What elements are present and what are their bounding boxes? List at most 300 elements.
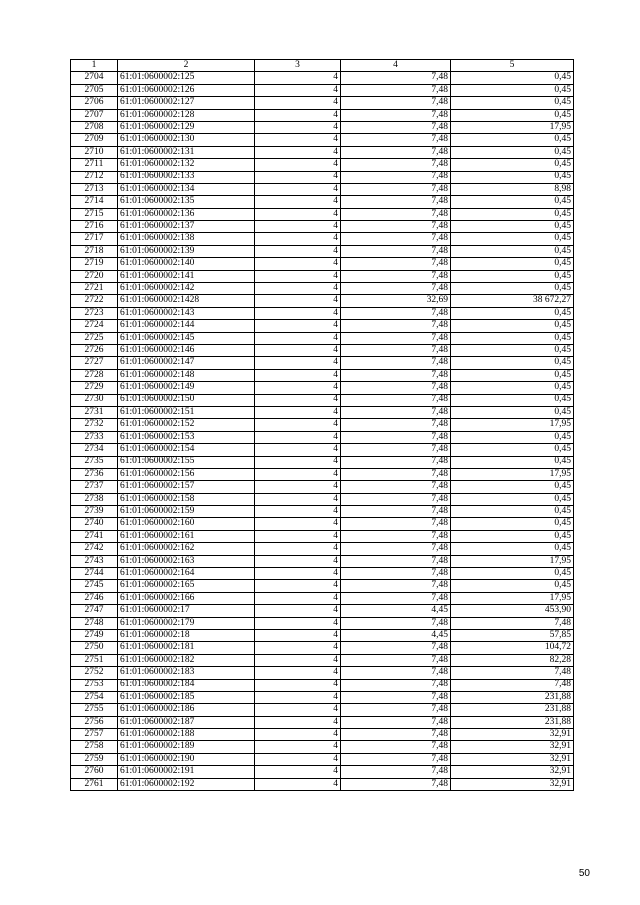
table-row [71,468,574,480]
value-cell: 7,48 [341,741,451,753]
table-row [71,741,574,753]
table-row [71,753,574,765]
cadastral-number-cell: 61:01:0600002:179 [118,617,255,629]
cadastral-number-cell: 61:01:0600002:191 [118,766,255,778]
amount-cell: 0,45 [451,332,574,344]
table-row [71,691,574,703]
row-number-cell: 2756 [71,716,118,728]
value-cell: 7,48 [341,468,451,480]
amount-cell: 231,88 [451,691,574,703]
row-number-cell: 2735 [71,456,118,468]
table-row [71,221,574,233]
row-number-cell: 2749 [71,629,118,641]
cadastral-number-cell: 61:01:0600002:130 [118,134,255,146]
table-row [71,716,574,728]
row-number-cell: 2760 [71,766,118,778]
value-cell: 7,48 [341,233,451,245]
table-row [71,778,574,790]
cadastral-number-cell: 61:01:0600002:165 [118,580,255,592]
value-cell: 7,48 [341,766,451,778]
value-cell: 7,48 [341,221,451,233]
table-row [71,84,574,96]
cadastral-number-cell: 61:01:0600002:188 [118,729,255,741]
cadastral-number-cell: 61:01:0600002:155 [118,456,255,468]
category-cell: 4 [255,121,341,133]
table-row [71,481,574,493]
category-cell: 4 [255,518,341,530]
registry-table [70,59,574,791]
amount-cell: 0,45 [451,97,574,109]
amount-cell: 0,45 [451,406,574,418]
category-cell: 4 [255,208,341,220]
value-cell: 7,48 [341,419,451,431]
cadastral-number-cell: 61:01:0600002:149 [118,382,255,394]
category-cell: 4 [255,344,341,356]
category-cell: 4 [255,679,341,691]
row-number-cell: 2724 [71,320,118,332]
value-cell: 7,48 [341,208,451,220]
cadastral-number-cell: 61:01:0600002:158 [118,493,255,505]
row-number-cell: 2738 [71,493,118,505]
value-cell: 7,48 [341,258,451,270]
table-row [71,295,574,307]
cadastral-number-cell: 61:01:0600002:18 [118,629,255,641]
cadastral-number-cell: 61:01:0600002:147 [118,357,255,369]
row-number-cell: 2710 [71,146,118,158]
amount-cell: 7,48 [451,667,574,679]
category-cell: 4 [255,704,341,716]
category-cell: 4 [255,592,341,604]
table-row [71,159,574,171]
value-cell: 7,48 [341,357,451,369]
category-cell: 4 [255,444,341,456]
value-cell: 7,48 [341,134,451,146]
category-cell: 4 [255,629,341,641]
value-cell: 7,48 [341,307,451,319]
category-cell: 4 [255,543,341,555]
row-number-cell: 2744 [71,568,118,580]
amount-cell: 0,45 [451,159,574,171]
cadastral-number-cell: 61:01:0600002:186 [118,704,255,716]
value-cell: 7,48 [341,171,451,183]
table-row [71,506,574,518]
amount-cell: 0,45 [451,568,574,580]
value-cell: 7,48 [341,382,451,394]
row-number-cell: 2711 [71,159,118,171]
table-row [71,530,574,542]
table-row [71,394,574,406]
category-cell: 4 [255,369,341,381]
row-number-cell: 2742 [71,543,118,555]
value-cell: 7,48 [341,642,451,654]
amount-cell: 231,88 [451,716,574,728]
table-row [71,245,574,257]
table-row [71,419,574,431]
amount-cell: 17,95 [451,555,574,567]
amount-cell: 0,45 [451,196,574,208]
row-number-cell: 2733 [71,431,118,443]
table-row [71,431,574,443]
table-row [71,258,574,270]
cadastral-number-cell: 61:01:0600002:152 [118,419,255,431]
amount-cell: 0,45 [451,208,574,220]
value-cell: 7,48 [341,121,451,133]
row-number-cell: 2717 [71,233,118,245]
cadastral-number-cell: 61:01:0600002:133 [118,171,255,183]
cadastral-number-cell: 61:01:0600002:142 [118,283,255,295]
amount-cell: 0,45 [451,84,574,96]
cadastral-number-cell: 61:01:0600002:143 [118,307,255,319]
row-number-cell: 2734 [71,444,118,456]
table-row [71,171,574,183]
table-row [71,406,574,418]
value-cell: 7,48 [341,716,451,728]
category-cell: 4 [255,146,341,158]
table-row [71,344,574,356]
category-cell: 4 [255,568,341,580]
row-number-cell: 2730 [71,394,118,406]
row-number-cell: 2715 [71,208,118,220]
row-number-cell: 2718 [71,245,118,257]
row-number-cell: 2739 [71,506,118,518]
category-cell: 4 [255,109,341,121]
value-cell: 7,48 [341,592,451,604]
value-cell: 7,48 [341,518,451,530]
amount-cell: 38 672,27 [451,295,574,307]
table-row [71,183,574,195]
cadastral-number-cell: 61:01:0600002:148 [118,369,255,381]
table-row [71,283,574,295]
amount-cell: 0,45 [451,233,574,245]
value-cell: 7,48 [341,84,451,96]
row-number-cell: 2719 [71,258,118,270]
row-number-cell: 2712 [71,171,118,183]
table-row [71,146,574,158]
page-number: 50 [578,868,590,879]
table-row [71,357,574,369]
row-number-cell: 2757 [71,729,118,741]
row-number-cell: 2751 [71,654,118,666]
row-number-cell: 2722 [71,295,118,307]
row-number-cell: 2758 [71,741,118,753]
amount-cell: 0,45 [451,320,574,332]
amount-cell: 0,45 [451,369,574,381]
category-cell: 4 [255,258,341,270]
category-cell: 4 [255,270,341,282]
header-col-5: 5 [451,60,574,72]
amount-cell: 17,95 [451,121,574,133]
table-row [71,679,574,691]
row-number-cell: 2713 [71,183,118,195]
value-cell: 7,48 [341,97,451,109]
cadastral-number-cell: 61:01:0600002:187 [118,716,255,728]
category-cell: 4 [255,233,341,245]
category-cell: 4 [255,642,341,654]
row-number-cell: 2741 [71,530,118,542]
table-row [71,518,574,530]
value-cell: 7,48 [341,729,451,741]
table-row [71,493,574,505]
table-row [71,307,574,319]
cadastral-number-cell: 61:01:0600002:140 [118,258,255,270]
cadastral-number-cell: 61:01:0600002:164 [118,568,255,580]
value-cell: 7,48 [341,146,451,158]
amount-cell: 453,90 [451,605,574,617]
category-cell: 4 [255,307,341,319]
row-number-cell: 2705 [71,84,118,96]
amount-cell: 0,45 [451,245,574,257]
row-number-cell: 2714 [71,196,118,208]
table-row [71,121,574,133]
amount-cell: 7,48 [451,617,574,629]
value-cell: 7,48 [341,753,451,765]
row-number-cell: 2708 [71,121,118,133]
cadastral-number-cell: 61:01:0600002:129 [118,121,255,133]
table-row [71,568,574,580]
cadastral-number-cell: 61:01:0600002:132 [118,159,255,171]
value-cell: 7,48 [341,344,451,356]
table-row [71,555,574,567]
header-col-3: 3 [255,60,341,72]
row-number-cell: 2755 [71,704,118,716]
amount-cell: 0,45 [451,171,574,183]
table-row [71,592,574,604]
cadastral-number-cell: 61:01:0600002:160 [118,518,255,530]
value-cell: 7,48 [341,369,451,381]
amount-cell: 0,45 [451,134,574,146]
amount-cell: 0,45 [451,344,574,356]
table-row [71,766,574,778]
value-cell: 4,45 [341,605,451,617]
row-number-cell: 2721 [71,283,118,295]
value-cell: 7,48 [341,530,451,542]
row-number-cell: 2716 [71,221,118,233]
value-cell: 7,48 [341,580,451,592]
value-cell: 7,48 [341,654,451,666]
value-cell: 7,48 [341,270,451,282]
amount-cell: 57,85 [451,629,574,641]
cadastral-number-cell: 61:01:0600002:134 [118,183,255,195]
category-cell: 4 [255,766,341,778]
cadastral-number-cell: 61:01:0600002:183 [118,667,255,679]
table-row [71,382,574,394]
header-col-4: 4 [341,60,451,72]
cadastral-number-cell: 61:01:0600002:146 [118,344,255,356]
row-number-cell: 2750 [71,642,118,654]
row-number-cell: 2723 [71,307,118,319]
table-row [71,729,574,741]
table-row [71,704,574,716]
amount-cell: 0,45 [451,221,574,233]
amount-cell: 231,88 [451,704,574,716]
value-cell: 7,48 [341,778,451,790]
value-cell: 7,48 [341,704,451,716]
value-cell: 7,48 [341,506,451,518]
table-row [71,456,574,468]
row-number-cell: 2754 [71,691,118,703]
amount-cell: 0,45 [451,270,574,282]
amount-cell: 0,45 [451,431,574,443]
value-cell: 32,69 [341,295,451,307]
amount-cell: 32,91 [451,741,574,753]
row-number-cell: 2740 [71,518,118,530]
amount-cell: 0,45 [451,456,574,468]
table-row [71,605,574,617]
table-row [71,320,574,332]
row-number-cell: 2748 [71,617,118,629]
header-row [71,60,574,72]
cadastral-number-cell: 61:01:0600002:181 [118,642,255,654]
cadastral-number-cell: 61:01:0600002:128 [118,109,255,121]
value-cell: 7,48 [341,283,451,295]
row-number-cell: 2707 [71,109,118,121]
row-number-cell: 2728 [71,369,118,381]
category-cell: 4 [255,134,341,146]
cadastral-number-cell: 61:01:0600002:192 [118,778,255,790]
amount-cell: 32,91 [451,778,574,790]
amount-cell: 82,28 [451,654,574,666]
cadastral-number-cell: 61:01:0600002:182 [118,654,255,666]
category-cell: 4 [255,493,341,505]
category-cell: 4 [255,382,341,394]
cadastral-number-cell: 61:01:0600002:150 [118,394,255,406]
category-cell: 4 [255,481,341,493]
row-number-cell: 2747 [71,605,118,617]
value-cell: 7,48 [341,431,451,443]
value-cell: 7,48 [341,183,451,195]
cadastral-number-cell: 61:01:0600002:184 [118,679,255,691]
cadastral-number-cell: 61:01:0600002:163 [118,555,255,567]
table-row [71,208,574,220]
cadastral-number-cell: 61:01:0600002:166 [118,592,255,604]
row-number-cell: 2745 [71,580,118,592]
table-row [71,654,574,666]
category-cell: 4 [255,741,341,753]
cadastral-number-cell: 61:01:0600002:126 [118,84,255,96]
category-cell: 4 [255,468,341,480]
table-row [71,196,574,208]
cadastral-number-cell: 61:01:0600002:153 [118,431,255,443]
category-cell: 4 [255,456,341,468]
table-row [71,134,574,146]
table-header [71,60,574,72]
cadastral-number-cell: 61:01:0600002:137 [118,221,255,233]
category-cell: 4 [255,97,341,109]
row-number-cell: 2736 [71,468,118,480]
category-cell: 4 [255,159,341,171]
category-cell: 4 [255,778,341,790]
amount-cell: 0,45 [451,543,574,555]
amount-cell: 0,45 [451,283,574,295]
amount-cell: 0,45 [451,481,574,493]
row-number-cell: 2727 [71,357,118,369]
category-cell: 4 [255,221,341,233]
table-row [71,642,574,654]
table-row [71,270,574,282]
cadastral-number-cell: 61:01:0600002:154 [118,444,255,456]
amount-cell: 0,45 [451,258,574,270]
value-cell: 7,48 [341,159,451,171]
amount-cell: 0,45 [451,382,574,394]
value-cell: 7,48 [341,555,451,567]
amount-cell: 0,45 [451,518,574,530]
value-cell: 7,48 [341,444,451,456]
category-cell: 4 [255,580,341,592]
category-cell: 4 [255,431,341,443]
table-row [71,72,574,84]
cadastral-number-cell: 61:01:0600002:131 [118,146,255,158]
table-row [71,97,574,109]
value-cell: 7,48 [341,245,451,257]
amount-cell: 8,98 [451,183,574,195]
cadastral-number-cell: 61:01:0600002:136 [118,208,255,220]
amount-cell: 32,91 [451,766,574,778]
category-cell: 4 [255,716,341,728]
row-number-cell: 2731 [71,406,118,418]
row-number-cell: 2759 [71,753,118,765]
amount-cell: 0,45 [451,357,574,369]
cadastral-number-cell: 61:01:0600002:141 [118,270,255,282]
table-row [71,332,574,344]
cadastral-number-cell: 61:01:0600002:189 [118,741,255,753]
value-cell: 7,48 [341,456,451,468]
category-cell: 4 [255,295,341,307]
value-cell: 7,48 [341,196,451,208]
row-number-cell: 2725 [71,332,118,344]
category-cell: 4 [255,183,341,195]
cadastral-number-cell: 61:01:0600002:162 [118,543,255,555]
category-cell: 4 [255,357,341,369]
value-cell: 7,48 [341,109,451,121]
row-number-cell: 2729 [71,382,118,394]
value-cell: 7,48 [341,406,451,418]
amount-cell: 0,45 [451,394,574,406]
amount-cell: 32,91 [451,753,574,765]
header-col-2: 2 [118,60,255,72]
cadastral-number-cell: 61:01:0600002:161 [118,530,255,542]
value-cell: 7,48 [341,481,451,493]
value-cell: 7,48 [341,543,451,555]
amount-cell: 17,95 [451,419,574,431]
value-cell: 7,48 [341,568,451,580]
value-cell: 7,48 [341,679,451,691]
category-cell: 4 [255,419,341,431]
value-cell: 7,48 [341,394,451,406]
amount-cell: 17,95 [451,592,574,604]
row-number-cell: 2746 [71,592,118,604]
category-cell: 4 [255,84,341,96]
category-cell: 4 [255,506,341,518]
cadastral-number-cell: 61:01:0600002:127 [118,97,255,109]
table-row [71,233,574,245]
cadastral-number-cell: 61:01:0600002:1428 [118,295,255,307]
cadastral-number-cell: 61:01:0600002:151 [118,406,255,418]
row-number-cell: 2743 [71,555,118,567]
amount-cell: 0,45 [451,444,574,456]
row-number-cell: 2726 [71,344,118,356]
row-number-cell: 2753 [71,679,118,691]
value-cell: 4,45 [341,629,451,641]
value-cell: 7,48 [341,320,451,332]
category-cell: 4 [255,753,341,765]
cadastral-number-cell: 61:01:0600002:159 [118,506,255,518]
value-cell: 7,48 [341,667,451,679]
table-row [71,543,574,555]
amount-cell: 0,45 [451,307,574,319]
row-number-cell: 2761 [71,778,118,790]
table-row [71,580,574,592]
row-number-cell: 2752 [71,667,118,679]
